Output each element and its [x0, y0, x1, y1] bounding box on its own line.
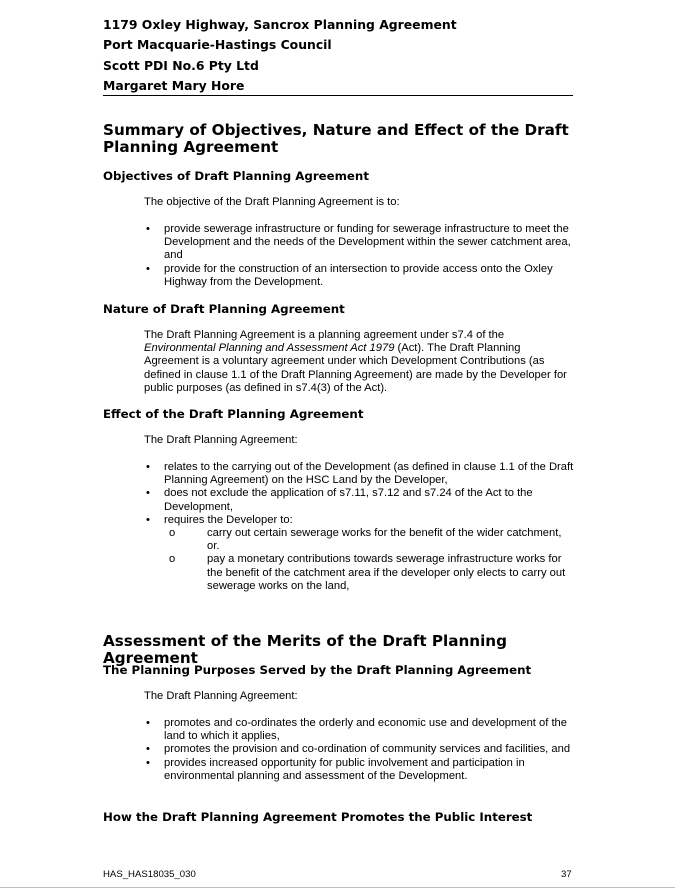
- list-item: [144, 743, 574, 756]
- bullet-glyph: •: [146, 717, 150, 729]
- purposes-intro: The Draft Planning Agreement:: [144, 690, 298, 702]
- nature-heading: Nature of Draft Planning Agreement: [103, 302, 345, 316]
- nature-text-end: (Act). The Draft Planning Agreement is a voluntary agreement under which Development Contributions (as defined in clause 1.1 of the Draft Planning Agreement) are made by the Developer for public purposes (as defined in s7.4(3) of the Act).: [144, 342, 567, 394]
- footer-page-number: 37: [561, 869, 572, 880]
- effect-list: [144, 461, 574, 593]
- header-line-landowner: Margaret Mary Hore: [103, 78, 245, 93]
- purposes-heading: The Planning Purposes Served by the Draft Planning Agreement: [103, 663, 532, 677]
- circle-bullet-glyph: o: [169, 527, 176, 540]
- bullet-glyph: •: [146, 223, 150, 235]
- objectives-intro: The objective of the Draft Planning Agreement is to:: [144, 196, 400, 208]
- list-item-text: promotes the provision and co-ordination of community services and facilities, and: [164, 743, 571, 756]
- bullet-glyph: •: [146, 756, 150, 769]
- sub-list-item: [164, 553, 574, 593]
- list-item: [144, 487, 574, 513]
- list-item-text: provides increased opportunity for public involvement and participation in environmental planning and assessment of the Development.: [164, 756, 525, 782]
- bullet-glyph: •: [146, 461, 150, 473]
- objectives-heading: Objectives of Draft Planning Agreement: [103, 169, 369, 183]
- purposes-list: [144, 717, 574, 783]
- list-item-text: provide sewerage infrastructure or funding for sewerage infrastructure to meet the Development and the needs of the Development within the sewer catchment area, and: [164, 223, 571, 262]
- list-item: [144, 757, 574, 783]
- sub-list-item: [164, 527, 574, 553]
- list-item-text: promotes and co-ordinates the orderly and economic use and development of the land to which it applies,: [164, 717, 567, 743]
- bullet-glyph: •: [146, 262, 150, 275]
- nature-paragraph: [144, 329, 574, 395]
- effect-intro: The Draft Planning Agreement:: [144, 434, 298, 446]
- sub-list-item-text: pay a monetary contributions towards sewerage infrastructure works for the benefit of the catchment area if the developer only elects to carry out sewerage works on the land,: [207, 553, 566, 592]
- bullet-glyph: •: [146, 743, 150, 756]
- list-item-text: does not exclude the application of s7.11, s7.12 and s7.24 of the Act to the Development,: [164, 487, 533, 513]
- list-item: [144, 717, 574, 743]
- list-item: [144, 223, 574, 263]
- footer-doc-ref: HAS_HAS18035_030: [103, 869, 196, 880]
- effect-sub-list: [164, 527, 574, 593]
- list-item: [144, 263, 574, 289]
- list-item: [144, 461, 574, 487]
- bullet-glyph: •: [146, 487, 150, 500]
- nature-text-start: The Draft Planning Agreement is a planning agreement under s7.4 of the: [144, 329, 505, 341]
- objectives-list: [144, 223, 574, 289]
- list-item-text: provide for the construction of an intersection to provide access onto the Oxley Highway from the Development.: [164, 262, 553, 288]
- header-line-council: Port Macquarie-Hastings Council: [103, 37, 332, 52]
- list-item-text: relates to the carrying out of the Development (as defined in clause 1.1 of the Draft Planning Agreement) on the HSC Land by the Developer,: [164, 461, 574, 487]
- assessment-title: Assessment of the Merits of the Draft Planning Agreement: [103, 632, 507, 667]
- list-item: [144, 514, 574, 593]
- page-bottom-edge: [0, 887, 675, 888]
- act-title: Environmental Planning and Assessment Act 1979: [144, 342, 395, 355]
- summary-title: Summary of Objectives, Nature and Effect of the Draft Planning Agreement: [103, 121, 569, 156]
- sub-list-item-text: carry out certain sewerage works for the benefit of the wider catchment, or.: [207, 527, 562, 553]
- bullet-glyph: •: [146, 513, 150, 526]
- header-line-title: 1179 Oxley Highway, Sancrox Planning Agreement: [103, 17, 457, 32]
- effect-heading: Effect of the Draft Planning Agreement: [103, 407, 364, 421]
- circle-bullet-glyph: o: [169, 553, 176, 566]
- public-interest-heading: How the Draft Planning Agreement Promotes the Public Interest: [103, 810, 533, 824]
- header-divider: [103, 95, 573, 96]
- list-item-text: requires the Developer to:: [164, 513, 293, 526]
- header-line-developer: Scott PDI No.6 Pty Ltd: [103, 58, 259, 73]
